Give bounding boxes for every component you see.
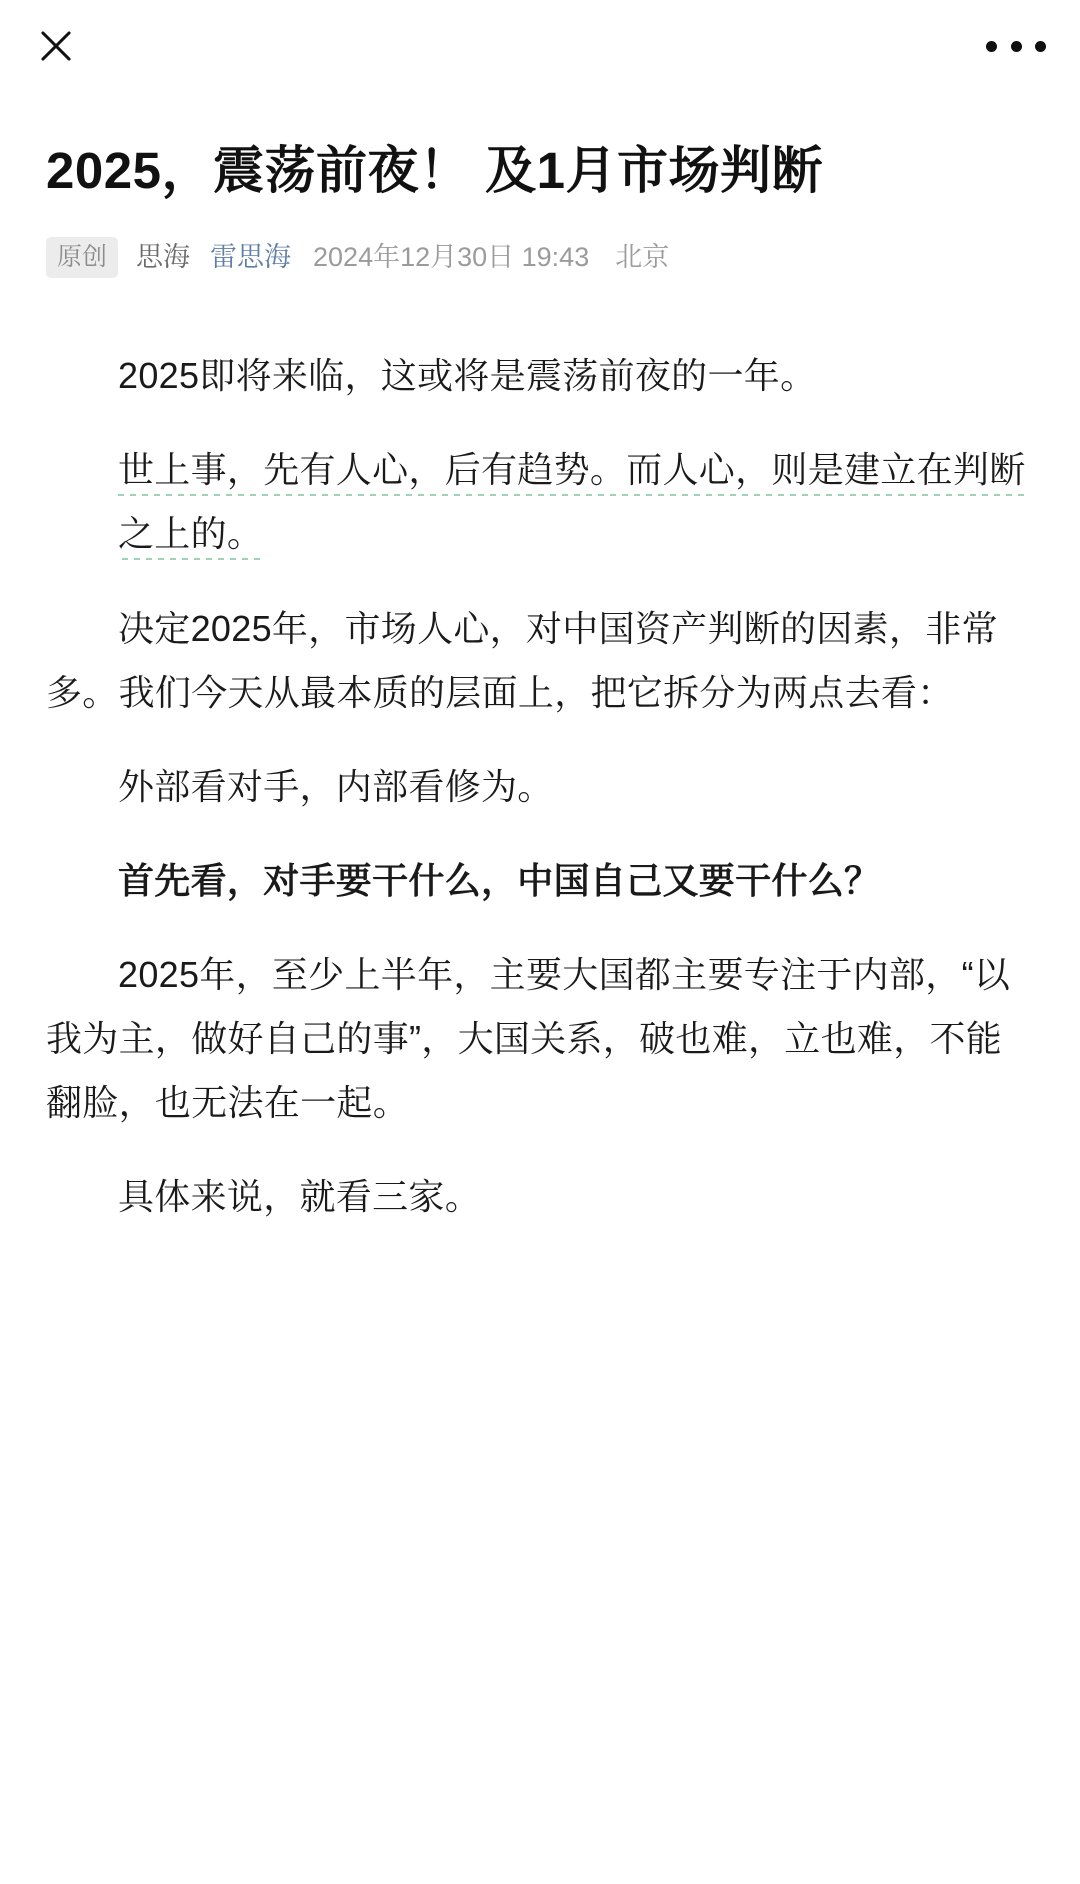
- paragraph: 2025即将来临，这或将是震荡前夜的一年。: [118, 355, 817, 397]
- highlighted-text: 世上事，先有人心，后有趋势。而人心，则是建立在判断之上的。: [118, 449, 1026, 560]
- paragraph: 具体来说，就看三家。: [118, 1176, 482, 1218]
- account-name[interactable]: 雷思海: [210, 242, 292, 273]
- paragraph: 2025年，至少上半年，主要大国都主要专注于内部，“以我为主，做好自己的事”，大国关系，破也难，立也难，不能翻脸，也无法在一起。: [46, 953, 1011, 1123]
- more-dot: [1011, 41, 1022, 52]
- article-meta: [46, 237, 1034, 278]
- top-bar: [0, 0, 1080, 92]
- paragraph: 决定2025年，市场人心，对中国资产判断的因素，非常多。我们今天从最本质的层面上，把它拆分为两点去看：: [46, 607, 998, 713]
- paragraph: 外部看对手，内部看修为。: [118, 765, 554, 807]
- article-body: [46, 344, 1034, 1229]
- more-dot: [1035, 41, 1046, 52]
- article-container: [0, 138, 1080, 1229]
- publish-location: 北京: [615, 242, 670, 273]
- close-icon[interactable]: [30, 20, 82, 72]
- more-options-icon[interactable]: [986, 26, 1046, 66]
- author-name: 思海: [136, 242, 191, 273]
- page-title: 2025，震荡前夜！ 及1月市场判断: [46, 142, 823, 199]
- original-badge: 原创: [46, 237, 118, 278]
- paragraph-bold: 首先看，对手要干什么，中国自己又要干什么？: [118, 859, 881, 901]
- more-dot: [986, 41, 997, 52]
- publish-date: 2024年12月30日 19:43: [313, 242, 590, 273]
- paragraph-highlighted: [46, 438, 1034, 566]
